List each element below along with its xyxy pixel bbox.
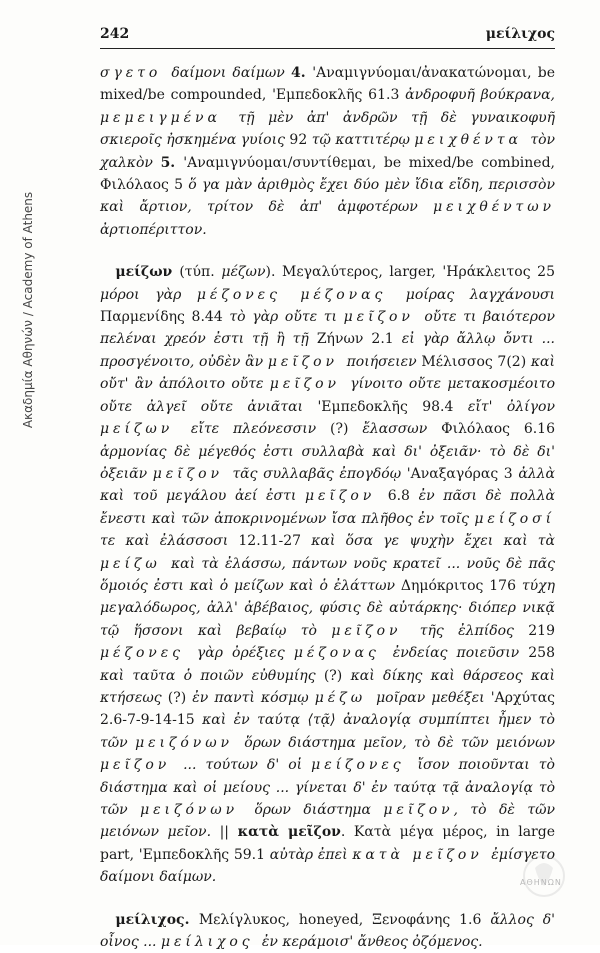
spaced-headword-form: μείζων (100, 421, 191, 438)
greek-quote: καὶ ὅσα γε ψυχὴν ἔχει καὶ τὰ (311, 533, 555, 550)
spaced-headword-form: μείζονες (311, 757, 418, 774)
spaced-headword-form: μεῖζον (304, 488, 388, 505)
text-run: 92 (289, 132, 312, 149)
greek-quote: ἐν πᾶσι δὲ πολλὰ ἔνεστι καὶ τῶν ἀποκρινομένων ἴσα πλῆθος ἐν τοῖς (100, 488, 555, 527)
running-head: μείλιχος (485, 26, 555, 42)
text-run: || (219, 824, 238, 841)
text-run: (?) (167, 689, 193, 706)
entry-continuation-meignumi (100, 62, 555, 241)
spaced-headword-form: σγετο (100, 65, 172, 81)
spaced-headword-form: μείζοσί (474, 510, 555, 527)
text-run: (?) (330, 421, 363, 438)
greek-quote: καὶ ἐν ταύτᾳ ⟨τᾷ⟩ ἀναλογίᾳ συμπίπτει ἦμεν τὸ τῶν (100, 712, 555, 751)
sense-number: 5. (160, 154, 184, 171)
text-run: Φιλόλαος 6.16 (441, 421, 555, 438)
greek-quote: τὸν χαλκὸν (100, 132, 556, 171)
spaced-headword-form: μειχθέντα (414, 132, 531, 149)
greek-quote: εἴτε πλεόνεσσιν (190, 421, 331, 438)
entry-meilichos (100, 909, 555, 953)
greek-quote: καὶ δίκης καὶ θάρσεος καὶ κτήσεως (100, 667, 555, 706)
spaced-headword-form: μεῖζον (383, 802, 454, 818)
greek-quote: μόροι γὰρ (100, 286, 197, 303)
spaced-headword-form: μεῖζον (343, 309, 425, 326)
page-number: 242 (100, 26, 130, 42)
greek-quote: γὰρ ὀρέξιες (196, 645, 294, 662)
spaced-headword-form: μείλιχος (160, 934, 262, 951)
greek-quote: ἀνδροφυῆ βούκρανα, (405, 87, 555, 104)
text-run: 219 (528, 622, 555, 639)
greek-quote: ἐν παντὶ κόσμῳ (192, 689, 315, 706)
text-run: 'Αναμιγνύομαι/ἀνακατώνομαι, be mixed/be compounded, (100, 65, 555, 104)
greek-quote: τε καὶ ἐλάσσοσι (100, 533, 239, 550)
text-run: Μελίγλυκος, honeyed, Ξενοφάνης 1.6 (198, 911, 491, 928)
greek-quote: ἐνδείας ποιεῦσιν (392, 645, 529, 662)
text-run: 6.8 (387, 488, 419, 505)
text-run: Ζήνων 2.1 (316, 331, 402, 348)
text-run: 12.11-27 (238, 533, 312, 550)
greek-quote: καὶ τὰ ἐλάσσω, πάντων νοῦς κρατεῖ ... νοῦς δὲ πᾶς ὅμοιός ἐστι καὶ ὁ μείζων καὶ ὁ ἐλάττων (100, 555, 555, 594)
text-run: (?) (323, 667, 351, 684)
text-run: 'Εμπεδοκλῆς 61.3 (272, 87, 406, 104)
greek-quote: ὅρων διάστημα μεῖον, τὸ δὲ τῶν μειόνων (244, 734, 555, 751)
spaced-headword-form: μέζονας (293, 645, 393, 662)
spaced-headword-form: μεμειγμένα (100, 109, 239, 126)
entry-meizon (100, 261, 555, 888)
greek-quote: ἴσον ποιοῦνται τὸ διάστημα καὶ οἱ μείους ... γίνεται δ' ἐν ταύτᾳ τᾷ ἀναλογίᾳ τὸ τῶν (100, 757, 555, 818)
greek-quote: ἀλλὰ καὶ τοῦ μεγάλου ἀεί ἐστι (100, 465, 555, 505)
seal-text: ΑΘΗΝΩΝ (520, 878, 562, 887)
greek-quote: ὅρων διάστημα (254, 802, 384, 818)
text-run: 'Εμπεδοκλῆς 98.4 (317, 398, 468, 415)
greek-quote: μέζων (221, 264, 266, 281)
spaced-headword-form: μέζονες (100, 645, 197, 662)
text-run: Παρμενίδης 8.44 (100, 309, 230, 326)
academy-watermark: Ακαδημία Αθηνών / Academy of Athens (21, 191, 35, 429)
text-run: Μέλισσος 7(2) (421, 353, 531, 370)
greek-quote: ... τούτων δ' οἱ (183, 757, 312, 774)
greek-quote: τᾶς συλλαβᾶς ἐπογδόῳ (232, 465, 407, 482)
spaced-headword-form: μεῖζον (267, 353, 347, 370)
greek-quote: μοίρας λαγχάνουσι (405, 286, 555, 303)
greek-quote: ὅ γα μὰν ἀριθμὸς ἔχει δύο μὲν ἴδια εἴδη, περισσὸν καὶ ἄρτιον, τρίτον δὲ ἀπ' ἀμφοτέρων (100, 177, 555, 216)
greek-quote: δαίμονι δαίμων (171, 65, 292, 81)
greek-quote: καὶ οὔτ' ἂν ἀπόλοιτο οὔτε (100, 353, 555, 393)
spaced-headword-form: μέζονες μέζονας (196, 286, 406, 303)
spaced-headword-form: μειζόνων (140, 802, 255, 818)
greek-quote: οὔτε τι βαιότερον πελέναι χρεόν ἐστι τῇ ἢ τῇ (100, 309, 555, 348)
text-run: 'Αναμιγνύομαι/συντίθεμαι, be mixed/be combined, Φιλόλαος 5 (100, 154, 555, 194)
spaced-headword-form: μειχθέντων (433, 199, 555, 216)
text-run: 258 (528, 645, 555, 662)
greek-quote: τῇ μὲν ἀπ' ἀνδρῶν τῇ δὲ γυναικοφυῆ σκιεροῖς ἠσκημένα γυίοις (100, 109, 555, 149)
greek-quote: ἔλασσων (362, 421, 442, 438)
greek-quote: τὸ γὰρ οὔτε τι (229, 309, 344, 326)
greek-quote: ποιήσειεν (346, 353, 422, 370)
greek-quote: γίνοιτο οὔτε μετακοσμέοιτο οὔτε ἀλγεῖ οὔτε ἀνιᾶται (100, 376, 555, 415)
spaced-headword-form: μείζω (100, 555, 171, 572)
text-run: 'Αναξαγόρας 3 (406, 465, 519, 482)
spaced-headword-form: μεῖζον (331, 622, 420, 639)
greek-quote: ἀρτιοπέριττον. (100, 221, 207, 238)
greek-quote: αὐτὰρ ἐπεὶ (269, 846, 353, 863)
greek-quote: ἐν κεράμοισ' ἄνθεος ὀζόμενος. (261, 934, 483, 951)
greek-quote: εἰ γὰρ ἄλλῳ ὄντι ... προσγένοιτο, οὐδὲν ἂν (100, 331, 555, 370)
greek-quote: , τὸ δὲ τῶν μειόνων μεῖον. (100, 802, 555, 841)
spaced-headword-form: μειζόνων (135, 734, 245, 751)
greek-quote: τῷ καττιτέρῳ (311, 132, 415, 149)
greek-quote: τῆς ἐλπίδος (419, 622, 529, 639)
spaced-headword-form: μεῖζον (100, 757, 184, 774)
page-header (100, 26, 555, 49)
greek-quote: μοῖραν μεθέξει (376, 689, 491, 706)
greek-quote: καὶ ταῦτα ὁ ποιῶν εὐθυμίης (100, 667, 324, 684)
sense-number: κατὰ μεῖζον (237, 824, 341, 841)
greek-quote: εἴτ' ὀλίγον (467, 398, 555, 415)
greek-quote: τύχη μεγαλόδωρος, ἀλλ' ἀβέβαιος, φύσις δὲ αὐτάρκης· διόπερ νικᾷ τῷ ἥσσονι καὶ βεβαίῳ τὸ (100, 577, 555, 639)
text-run: Δημόκριτος 176 (400, 577, 522, 594)
text-run: 'Αρχύτας 2.6-7-9-14-15 (100, 689, 555, 729)
greek-quote: ἁρμονίας δὲ μέγεθός ἐστι συλλαβὰ καὶ δι' ὀξειᾶν· τὸ δὲ δι' ὀξειᾶν (100, 443, 555, 482)
spaced-headword-form: μεῖζον (152, 465, 233, 482)
dictionary-content (100, 62, 555, 953)
greek-quote: ἄλλος δ' οἶνος ... (100, 911, 555, 951)
spaced-headword-form: μέζω (314, 689, 377, 706)
text-run: ). Μεγαλύτερος, larger, 'Ηράκλειτος 25 (265, 264, 555, 281)
text-run: . Κατὰ μέγα μέρος, in large part, 'Εμπεδοκλῆς 59.1 (100, 824, 555, 863)
headword: μείζων (115, 264, 180, 281)
greek-quote: ἐμίσγετο δαίμονι δαίμων. (100, 846, 555, 886)
headword: μείλιχος. (115, 911, 199, 928)
spaced-headword-form: κατὰ μεῖζον (352, 846, 492, 863)
sense-number: 4. (291, 65, 313, 81)
spaced-headword-form: μεῖζον (269, 376, 351, 393)
text-run: (τύπ. (179, 264, 222, 281)
